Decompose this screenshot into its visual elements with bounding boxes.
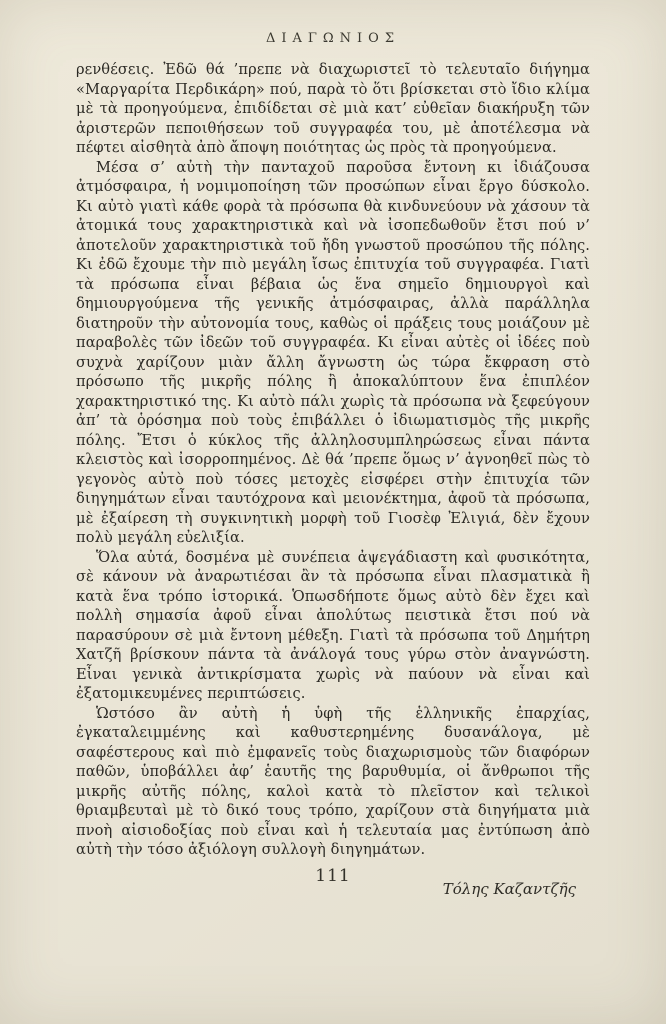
page-number: 111 xyxy=(315,866,351,886)
body-paragraph: ρενθέσεις. Ἐδῶ θά ’πρεπε νὰ διαχωριστεῖ τὸ τελευταῖο διήγημα «Μαργαρίτα Περδικάρη» πού, παρὰ τὸ ὅτι βρίσκεται στὸ ἴδιο κλίμα μὲ τὰ προηγούμενα, ἐπιδίδεται σὲ μιὰ κατ’ εὐθεῖαν διακήρυξη τῶν ἀριστερῶν πεποιθήσεων τοῦ συγγραφέα του, μὲ ἀποτέλεσμα νὰ πέφτει αἰσθητὰ ἀπὸ ἄποψη ποιότητας ὡς πρὸς τὰ προηγούμενα. xyxy=(76,61,590,156)
running-head-title: ΔΙΑΓΩΝΙΟΣ xyxy=(265,31,401,46)
author-signature: Τόλης Καζαντζῆς xyxy=(442,879,576,898)
body-paragraph: Ὅλα αὐτά, δοσμένα μὲ συνέπεια ἀψεγάδιαστη καὶ φυσικότητα, σὲ κάνουν νὰ ἀναρωτιέσαι ἂν τὰ πρόσωπα εἶναι πλασματικὰ ἢ κατὰ ἕνα τρόπο ἱστορικά. Ὁπωσδήποτε ὅμως αὐτὸ δὲν ἔχει καὶ πολλὴ σημασία ἀφοῦ εἶναι ἀπολύτως πειστικὰ ἔτσι πού νὰ παρασύρουν σὲ μιὰ ἔντονη μέθεξη. Γιατὶ τὰ πρόσωπα τοῦ Δημήτρη Χατζῆ βρίσκουν πάντα τὰ ἀνάλογά τους γύρω στὸν ἀναγνώστη. Εἶναι γενικὰ ἀντικρίσματα χωρὶς νὰ παύουν νὰ εἶναι καὶ ἐξατομικευμένες περιπτώσεις. xyxy=(76,548,590,702)
body-text-block xyxy=(76,60,590,860)
body-paragraph: Ὡστόσο ἂν αὐτὴ ἡ ὑφὴ τῆς ἑλληνικῆς ἐπαρχίας, ἐγκαταλειμμένης καὶ καθυστερημένης δυσανάλογα, μὲ σαφέστερους καὶ πιὸ ἐμφανεῖς τοὺς διαχωρισμοὺς τῶν διαφόρων παθῶν, ὑποβάλλει ἀφ’ ἑαυτῆς της βαρυθυμία, οἱ ἄνθρωποι τῆς μικρῆς αὐτῆς πόλης, καλοὶ κατὰ τὸ πλεῖστον καὶ τελικοὶ θριαμβευταὶ μὲ τὸ δικό τους τρόπο, χαρίζουν στὰ διηγήματα μιὰ πνοὴ αἰσιοδοξίας ποὺ εἶναι καὶ ἡ τελευταία μας ἐντύπωση ἀπὸ αὐτὴ τὴν τόσο ἀξιόλογη συλλογὴ διηγημάτων. xyxy=(76,704,590,858)
body-paragraph: Μέσα σ’ αὐτὴ τὴν πανταχοῦ παροῦσα ἔντονη κι ἰδιάζουσα ἀτμόσφαιρα, ἡ νομιμοποίηση τῶν προσώπων εἶναι ἔργο δύσκολο. Κι αὐτὸ γιατὶ κάθε φορὰ τὰ πρόσωπα θὰ κινδυνεύουν νὰ χάσουν τὰ ἀτομικά τους χαρακτηριστικὰ καὶ νὰ ἰσοπεδωθοῦν ἔτσι πού ν’ ἀποτελοῦν χαρακτηριστικὰ τοῦ ἤδη γνωστοῦ προσώπου τῆς πόλης. Κι ἐδῶ ἔχουμε τὴν πιὸ μεγάλη ἴσως ἐπιτυχία τοῦ συγγραφέα. Γιατὶ τὰ πρόσωπα εἶναι βέβαια ὡς ἕνα σημεῖο δημιουργοὶ καὶ δημιουργούμενα τῆς γενικῆς ἀτμόσφαιρας, ἀλλὰ παράλληλα διατηροῦν τὴν αὐτονομία τους, καθὼς οἱ πράξεις τους μοιάζουν μὲ παραβολὲς τῶν ἰδεῶν τοῦ συγγραφέα. Κι εἶναι αὐτὲς οἱ ἰδέες ποὺ συχνὰ χαρίζουν μιὰν ἄλλη ἄγνωστη ὡς τώρα ἔκφραση στὸ πρόσωπο τῆς μικρῆς πόλης ἢ ἀποκαλύπτουν ἕνα ἐπιπλέον χαρακτηριστικό της. Κι αὐτὸ πάλι χωρὶς τὰ πρόσωπα νὰ ξεφεύγουν ἀπ’ τὰ ὁρόσημα ποὺ τοὺς ἐπιβάλλει ὁ ἰδιωματισμὸς τῆς μικρῆς πόλης. Ἔτσι ὁ κύκλος τῆς ἀλληλοσυμπληρώσεως εἶναι πάντα κλειστὸς καὶ ἰσορροπημένος. Δὲ θά ’πρεπε ὅμως ν’ ἀγνοηθεῖ πὼς τὸ γεγονὸς αὐτὸ ποὺ τόσες μετοχὲς εἰσφέρει στὴν ἐπιτυχία τῶν διηγημάτων εἶναι ταυτόχρονα καὶ μειονέκτημα, ἀφοῦ τὰ πρόσωπα, μὲ ἐξαίρεση τὴ συγκινητικὴ μορφὴ τοῦ Γιοσὲφ Ἐλιγιά, δὲν ἔχουν πολὺ μεγάλη εὐελιξία. xyxy=(76,158,590,546)
